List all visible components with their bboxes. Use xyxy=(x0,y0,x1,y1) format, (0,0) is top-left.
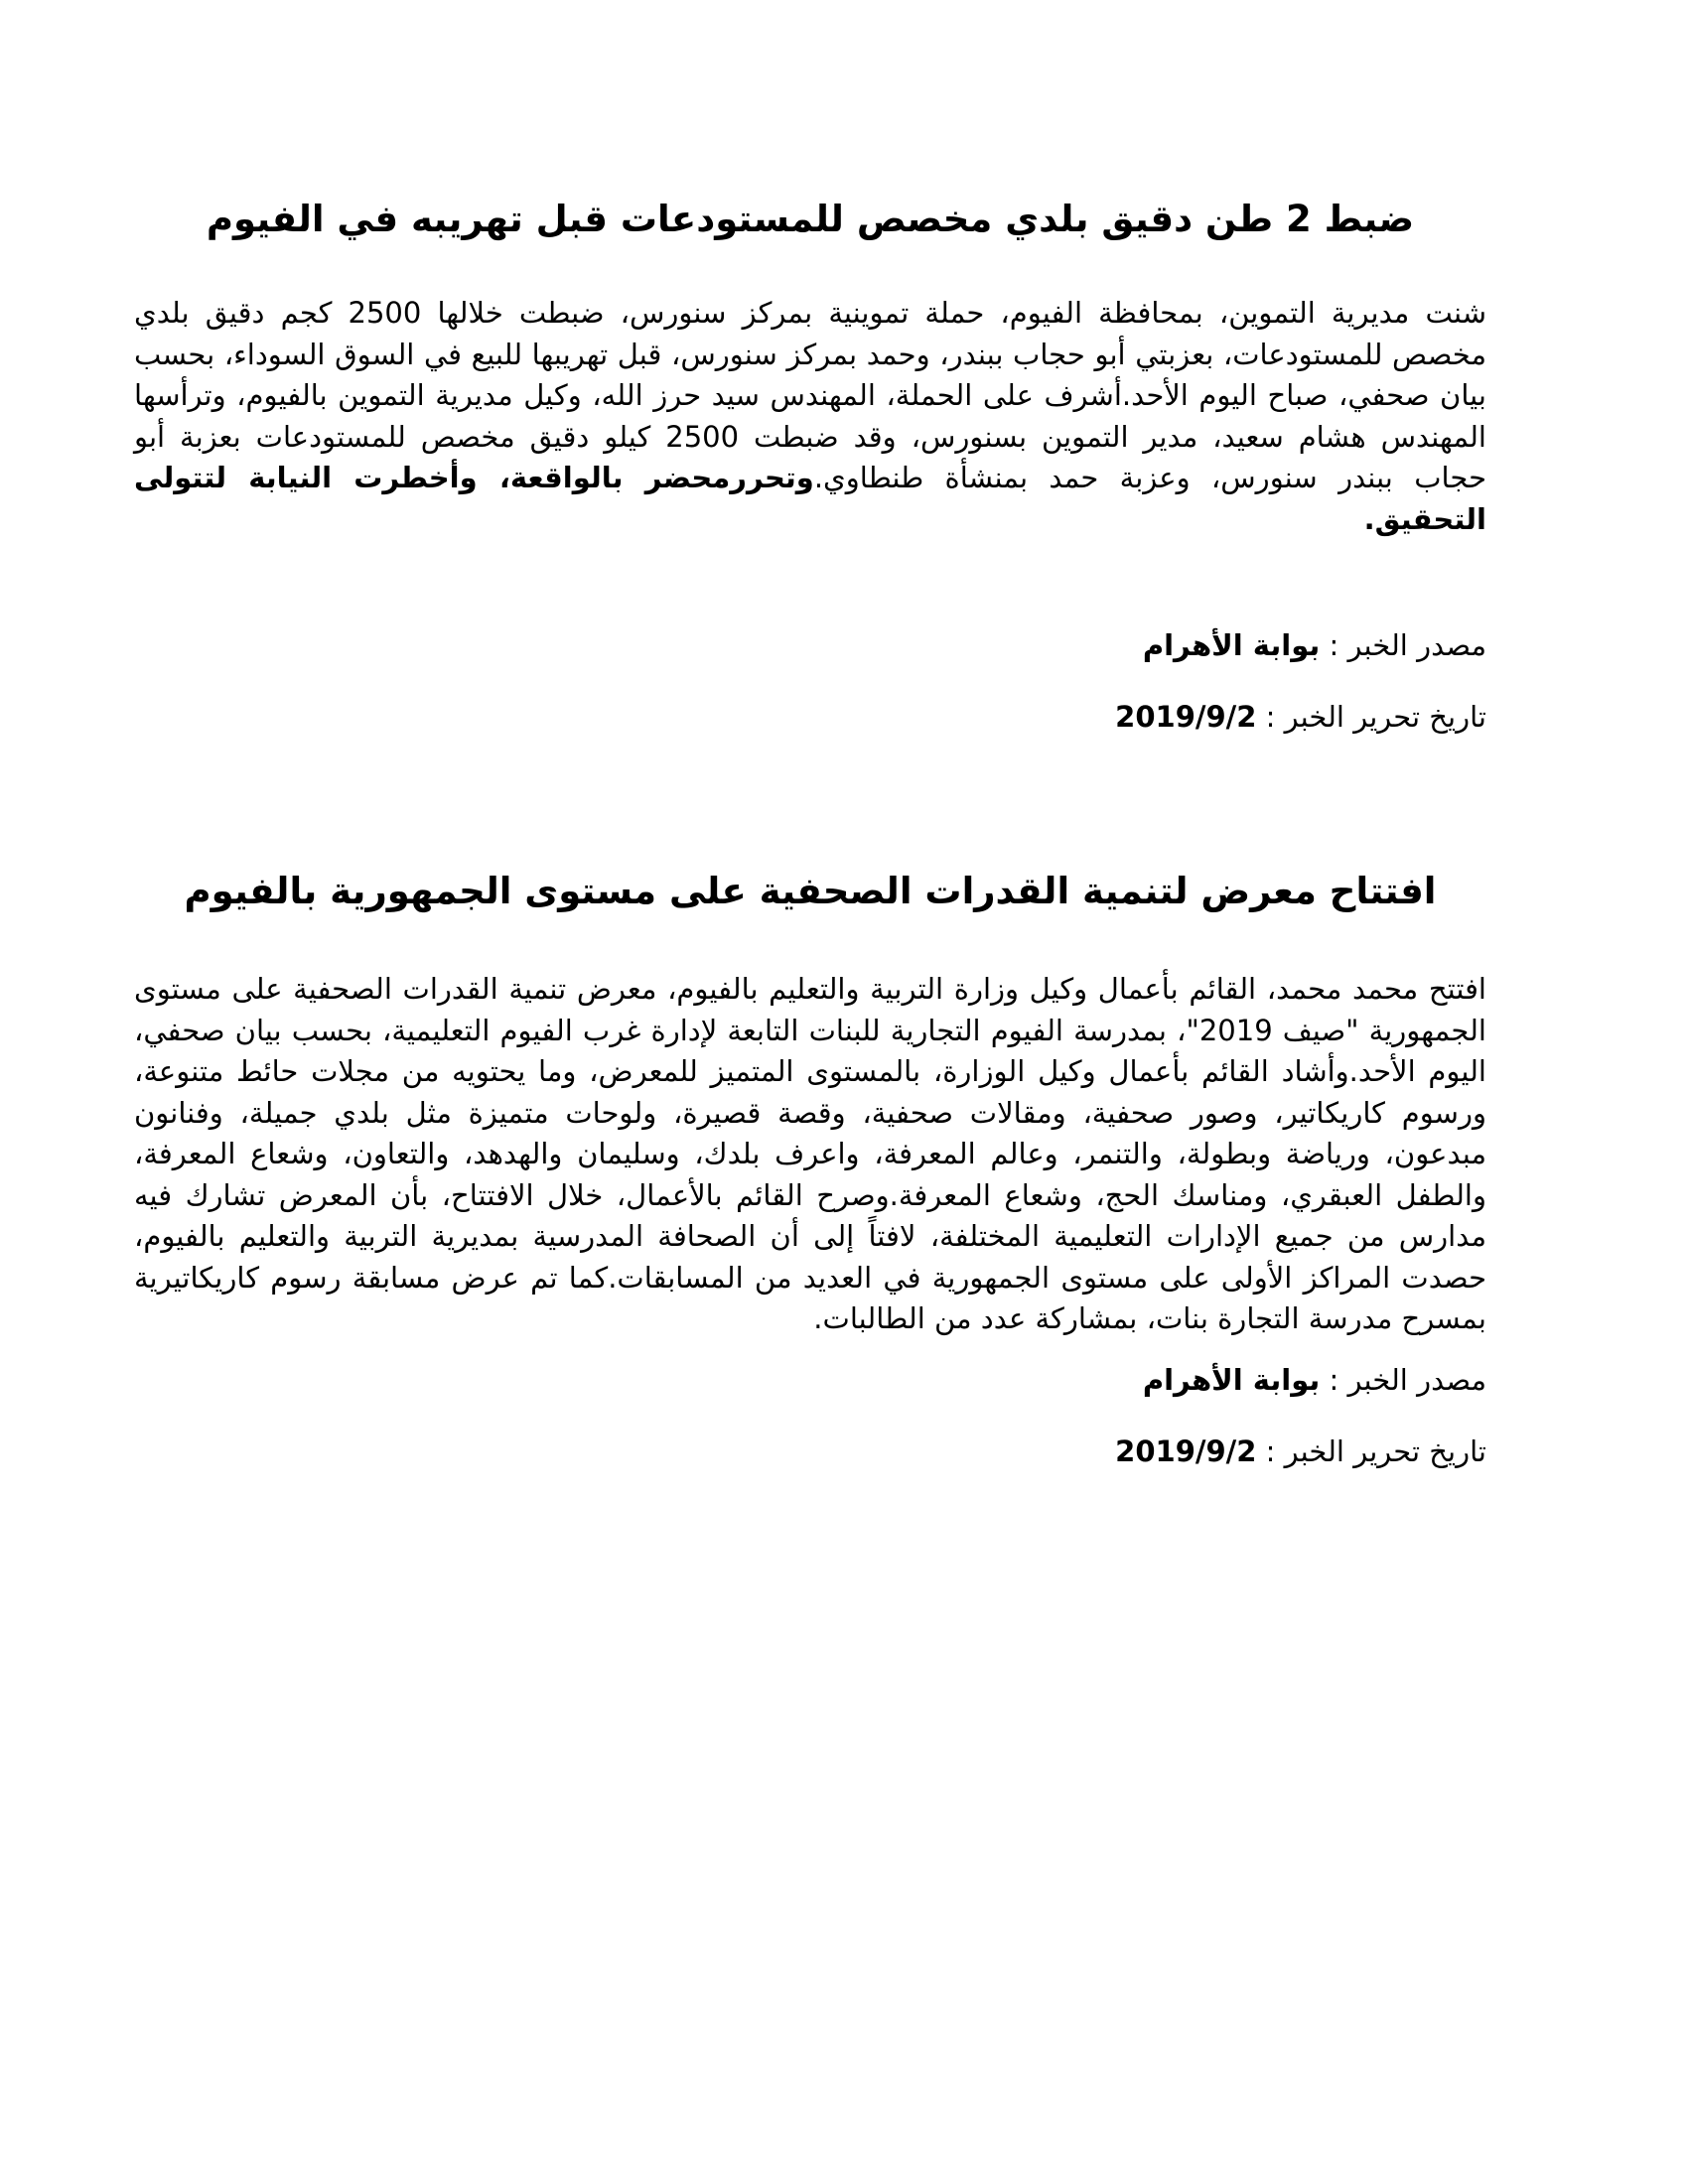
news-article-flour-seizure xyxy=(134,194,1486,737)
article-headline: ضبط 2 طن دقيق بلدي مخصص للمستودعات قبل تهريبه في الفيوم xyxy=(206,198,1415,240)
news-article-press-exhibition xyxy=(134,866,1486,1471)
news-date-label: تاريخ تحرير الخبر : xyxy=(1265,700,1486,734)
news-date-label: تاريخ تحرير الخبر : xyxy=(1265,1433,1486,1468)
article-body-text: شنت مديرية التموين، بمحافظة الفيوم، حملة تموينية بمركز سنورس، ضبطت خلالها 2500 كجم دقيق بلدي مخصص للمستودعات، بعزبتي أبو حجاب ببندر، وحمد بمركز سنورس، قبل تهريبها للبيع في السوق السوداء، بحسب بيان صحفي، صباح اليوم الأحد.أشرف على الحملة، المهندس سيد حرز الله، وكيل مديرية التموين بالفيوم، وترأسها المهندس هشام سعيد، مدير التموين بسنورس، وقد ضبطت 2500 كيلو دقيق مخصص للمستودعات بعزبة أبو حجاب ببندر سنورس، وعزبة حمد بمنشأة طنطاوي. xyxy=(134,296,1486,494)
article-body: افتتح محمد محمد، القائم بأعمال وكيل وزارة التربية والتعليم بالفيوم، معرض تنمية القدرات الصحفية على مستوى الجمهورية "صيف 2019"، بمدرسة الفيوم التجارية للبنات التابعة لإدارة غرب الفيوم التعليمية، بحسب بيان صحفي، اليوم الأحد.وأشاد القائم بأعمال وكيل الوزارة، بالمستوى المتميز للمعرض، وما يحتويه من مجلات حائط متنوعة، ورسوم كاريكاتير، وصور صحفية، ومقالات صحفية، وقصة قصيرة، ولوحات متميزة مثل بلدي جميلة، وفنانون مبدعون، ورياضة وبطولة، والتنمر، وعالم المعرفة، واعرف بلدك، وسليمان والهدهد، والتعاون، وشعاع المعرفة، والطفل العبقري، ومناسك الحج، وشعاع المعرفة.وصرح القائم بالأعمال، خلال الافتتاح، بأن المعرض تشارك فيه مدارس من جميع الإدارات التعليمية المختلفة، لافتاً إلى أن الصحافة المدرسية بمديرية التربية والتعليم بالفيوم، حصدت المراكز الأولى على مستوى الجمهورية في العديد من المسابقات.كما تم عرض مسابقة رسوم كاريكاتيرية بمسرح مدرسة التجارة بنات، بمشاركة عدد من الطالبات. xyxy=(134,972,1486,1335)
news-date-value: 2019/9/2 xyxy=(1115,700,1257,734)
news-date-value: 2019/9/2 xyxy=(1115,1433,1257,1468)
news-source-label: مصدر الخبر : xyxy=(1329,628,1486,662)
news-date-line xyxy=(134,1432,1486,1471)
news-source-value: بوابة الأهرام xyxy=(1142,628,1321,662)
news-source-value: بوابة الأهرام xyxy=(1142,1362,1321,1397)
document-page xyxy=(134,0,1486,2184)
article-body xyxy=(134,293,1486,540)
article-headline: افتتاح معرض لتنمية القدرات الصحفية على مستوى الجمهورية بالفيوم xyxy=(184,870,1437,912)
news-date-line xyxy=(134,697,1486,737)
article-body-bold-text: وتحررمحضر بالواقعة، وأخطرت النيابة لتتولى التحقيق. xyxy=(134,461,1486,536)
news-source-line xyxy=(134,1360,1486,1400)
news-source-line xyxy=(134,625,1486,665)
news-source-label: مصدر الخبر : xyxy=(1329,1362,1486,1397)
